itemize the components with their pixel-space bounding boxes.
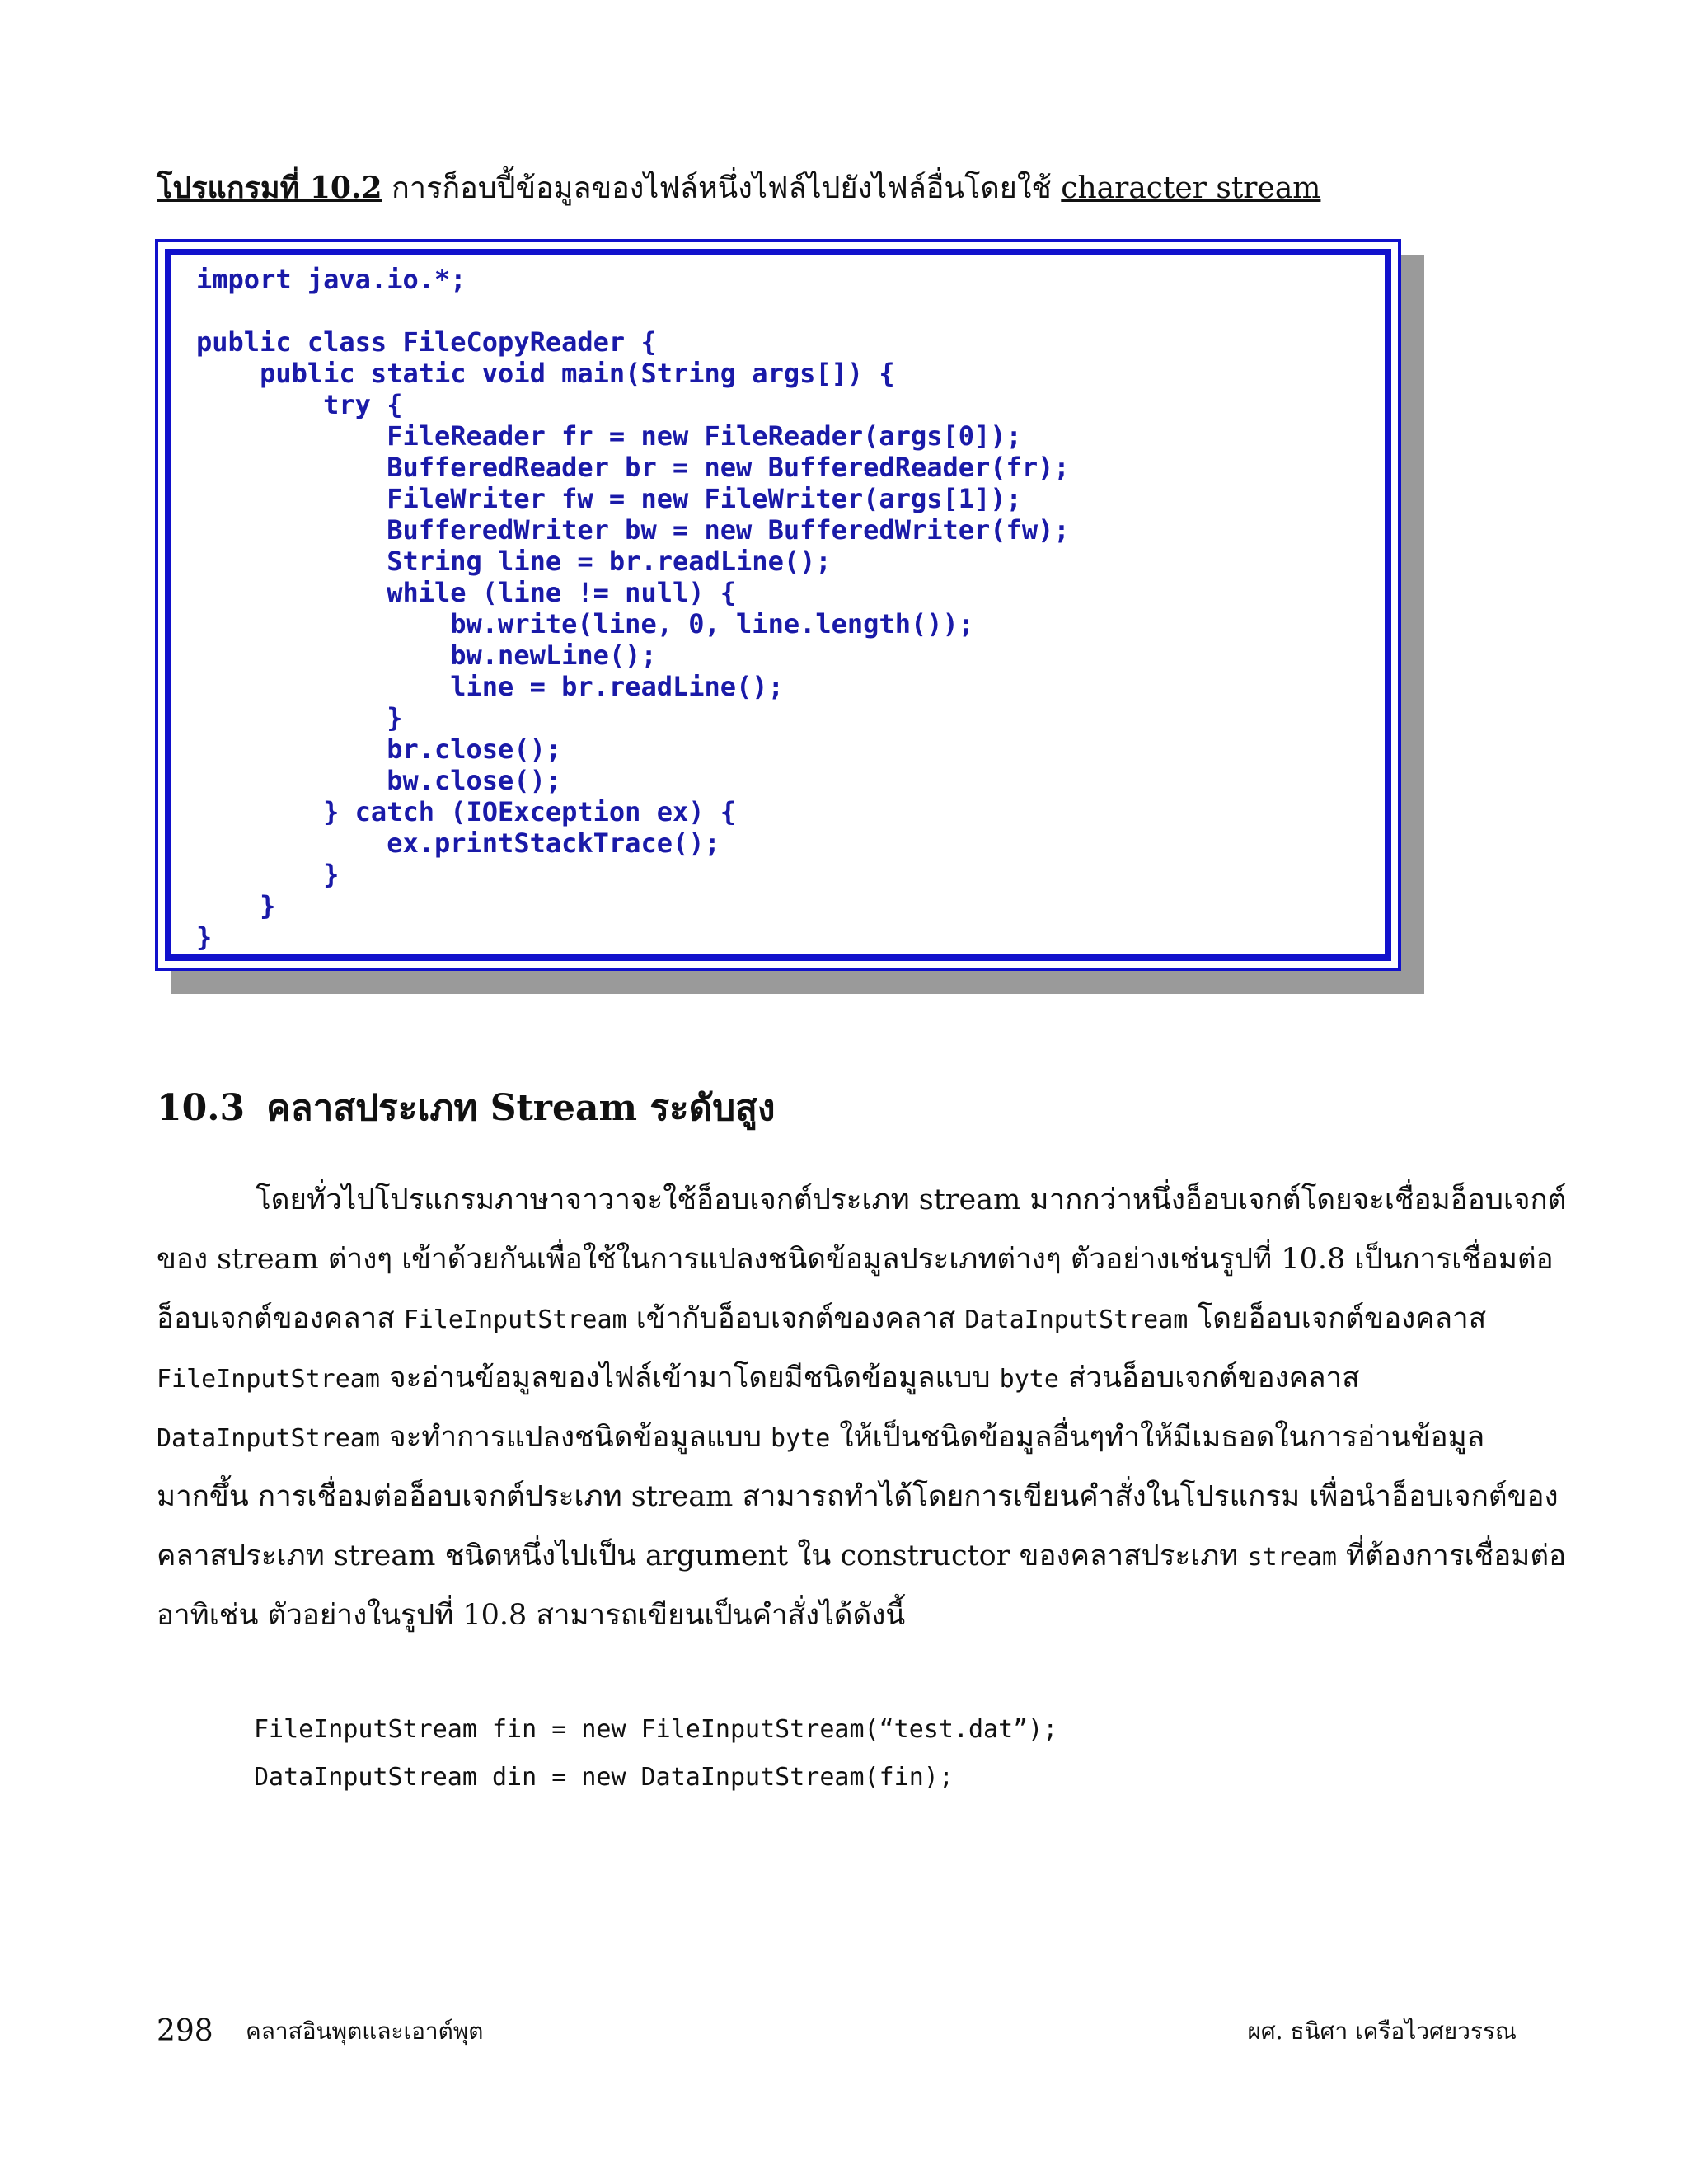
paragraph-line (157, 1170, 1567, 1230)
program-caption (157, 165, 1558, 212)
code-line: ex.printStackTrace(); (196, 827, 720, 859)
paragraph-line (157, 1348, 1525, 1408)
paragraph-line (157, 1230, 1554, 1289)
page-footer (157, 2007, 1517, 2056)
section-heading (157, 1076, 1558, 1141)
code-line: FileWriter fw = new FileWriter(args[1]); (196, 483, 1022, 514)
code-line: public static void main(String args[]) { (196, 358, 895, 389)
paragraph-line (157, 1526, 1567, 1586)
paragraph-text: โดยอ็อบเจกต์ของคลาส (1188, 1302, 1487, 1335)
paragraph-line (157, 1586, 1525, 1645)
author-name: ผศ. ธนิศา เครือไวศยวรรณ (1247, 2018, 1517, 2045)
paragraph-text: อ็อบเจกต์ของคลาส (157, 1302, 404, 1335)
code-box-inner (165, 249, 1391, 961)
code-line: } catch (IOException ex) { (196, 796, 737, 827)
code-line: bw.newLine(); (196, 640, 657, 671)
program-description: การก็อบปี้ข้อมูลของไฟล์หนึ่งไฟล์ไปยังไฟล์อื่นโดยใช้ (382, 171, 1062, 205)
code-line: bw.close(); (196, 765, 562, 796)
code-line: FileReader fr = new FileReader(args[0]); (196, 420, 1022, 452)
paragraph-text: ของ stream ต่างๆ เข้าด้วยกันเพื่อใช้ในการแปลงชนิดข้อมูลประเภทต่างๆ ตัวอย่างเช่นรูปที่ 10.8 เป็นการเชื่อมต่อ (157, 1243, 1554, 1276)
code-line: } (196, 890, 276, 921)
code-line: line = br.readLine(); (196, 671, 784, 702)
paragraph-text: อาทิเช่น ตัวอย่างในรูปที่ 10.8 สามารถเขียนเป็นคำสั่งได้ดังนี้ (157, 1599, 906, 1632)
inline-code: DataInputStream (964, 1305, 1189, 1334)
inline-code: DataInputStream (157, 1424, 380, 1453)
code-line: } (196, 921, 213, 953)
code-line: br.close(); (196, 733, 562, 765)
inline-code: stream (1247, 1543, 1337, 1572)
code-listing (196, 264, 1376, 953)
page-number: 298 (157, 2014, 213, 2048)
paragraph-text: ส่วนอ็อบเจกต์ของคลาส (1058, 1361, 1360, 1394)
paragraph-text: เข้ากับอ็อบเจกต์ของคลาส (626, 1302, 965, 1335)
code-line: while (line != null) { (196, 577, 737, 608)
sample-code-line: DataInputStream din = new DataInputStream(fin); (254, 1763, 954, 1792)
code-line: } (196, 859, 340, 890)
paragraph-text: ให้เป็นชนิดข้อมูลอื่นๆทำให้มีเมธอดในการอ่านข้อมูล (830, 1421, 1485, 1454)
paragraph-text: โดยทั่วไปโปรแกรมภาษาจาวาจะใช้อ็อบเจกต์ประเภท stream มากกว่าหนึ่งอ็อบเจกต์โดยจะเชื่อมอ็อบเจกต์ (256, 1183, 1567, 1216)
code-line: try { (196, 389, 403, 420)
paragraph-line (157, 1289, 1525, 1348)
inline-code: byte (771, 1424, 831, 1453)
paragraph-text: ที่ต้องการเชื่อมต่อ (1336, 1540, 1567, 1572)
code-line: import java.io.*; (196, 264, 467, 295)
sample-code (254, 1706, 1408, 1802)
code-line: BufferedWriter bw = new BufferedWriter(fw); (196, 514, 1070, 546)
code-line: } (196, 702, 403, 733)
paragraph-line (157, 1408, 1525, 1467)
code-box (155, 239, 1401, 971)
inline-code: FileInputStream (157, 1365, 380, 1394)
inline-code: byte (999, 1365, 1059, 1394)
code-line: String line = br.readLine(); (196, 546, 832, 577)
paragraph-line (157, 1467, 1559, 1526)
section-title: คลาสประเภท Stream ระดับสูง (266, 1087, 776, 1129)
code-line: BufferedReader br = new BufferedReader(fr); (196, 452, 1070, 483)
body-paragraph (157, 1170, 1567, 1645)
code-line: public class FileCopyReader { (196, 326, 657, 358)
section-number: 10.3 (157, 1087, 246, 1129)
program-term: character stream (1061, 171, 1321, 205)
paragraph-text: จะอ่านข้อมูลของไฟล์เข้ามาโดยมีชนิดข้อมูลแบบ (379, 1361, 1000, 1394)
book-title: คลาสอินพุตและเอาต์พุต (246, 2018, 484, 2045)
program-label: โปรแกรมที่ 10.2 (157, 171, 382, 205)
code-line (196, 295, 1376, 326)
paragraph-text: จะทำการแปลงชนิดข้อมูลแบบ (379, 1421, 771, 1454)
sample-code-line: FileInputStream fin = new FileInputStream(“test.dat”); (254, 1715, 1058, 1744)
code-line: bw.write(line, 0, line.length()); (196, 608, 975, 640)
inline-code: FileInputStream (403, 1305, 627, 1334)
paragraph-text: คลาสประเภท stream ชนิดหนึ่งไปเป็น argument ใน constructor ของคลาสประเภท (157, 1540, 1248, 1572)
paragraph-text: มากขึ้น การเชื่อมต่ออ็อบเจกต์ประเภท stream สามารถทำได้โดยการเขียนคำสั่งในโปรแกรม เพื่อนำอ็อบเจกต์ของ (157, 1480, 1559, 1513)
